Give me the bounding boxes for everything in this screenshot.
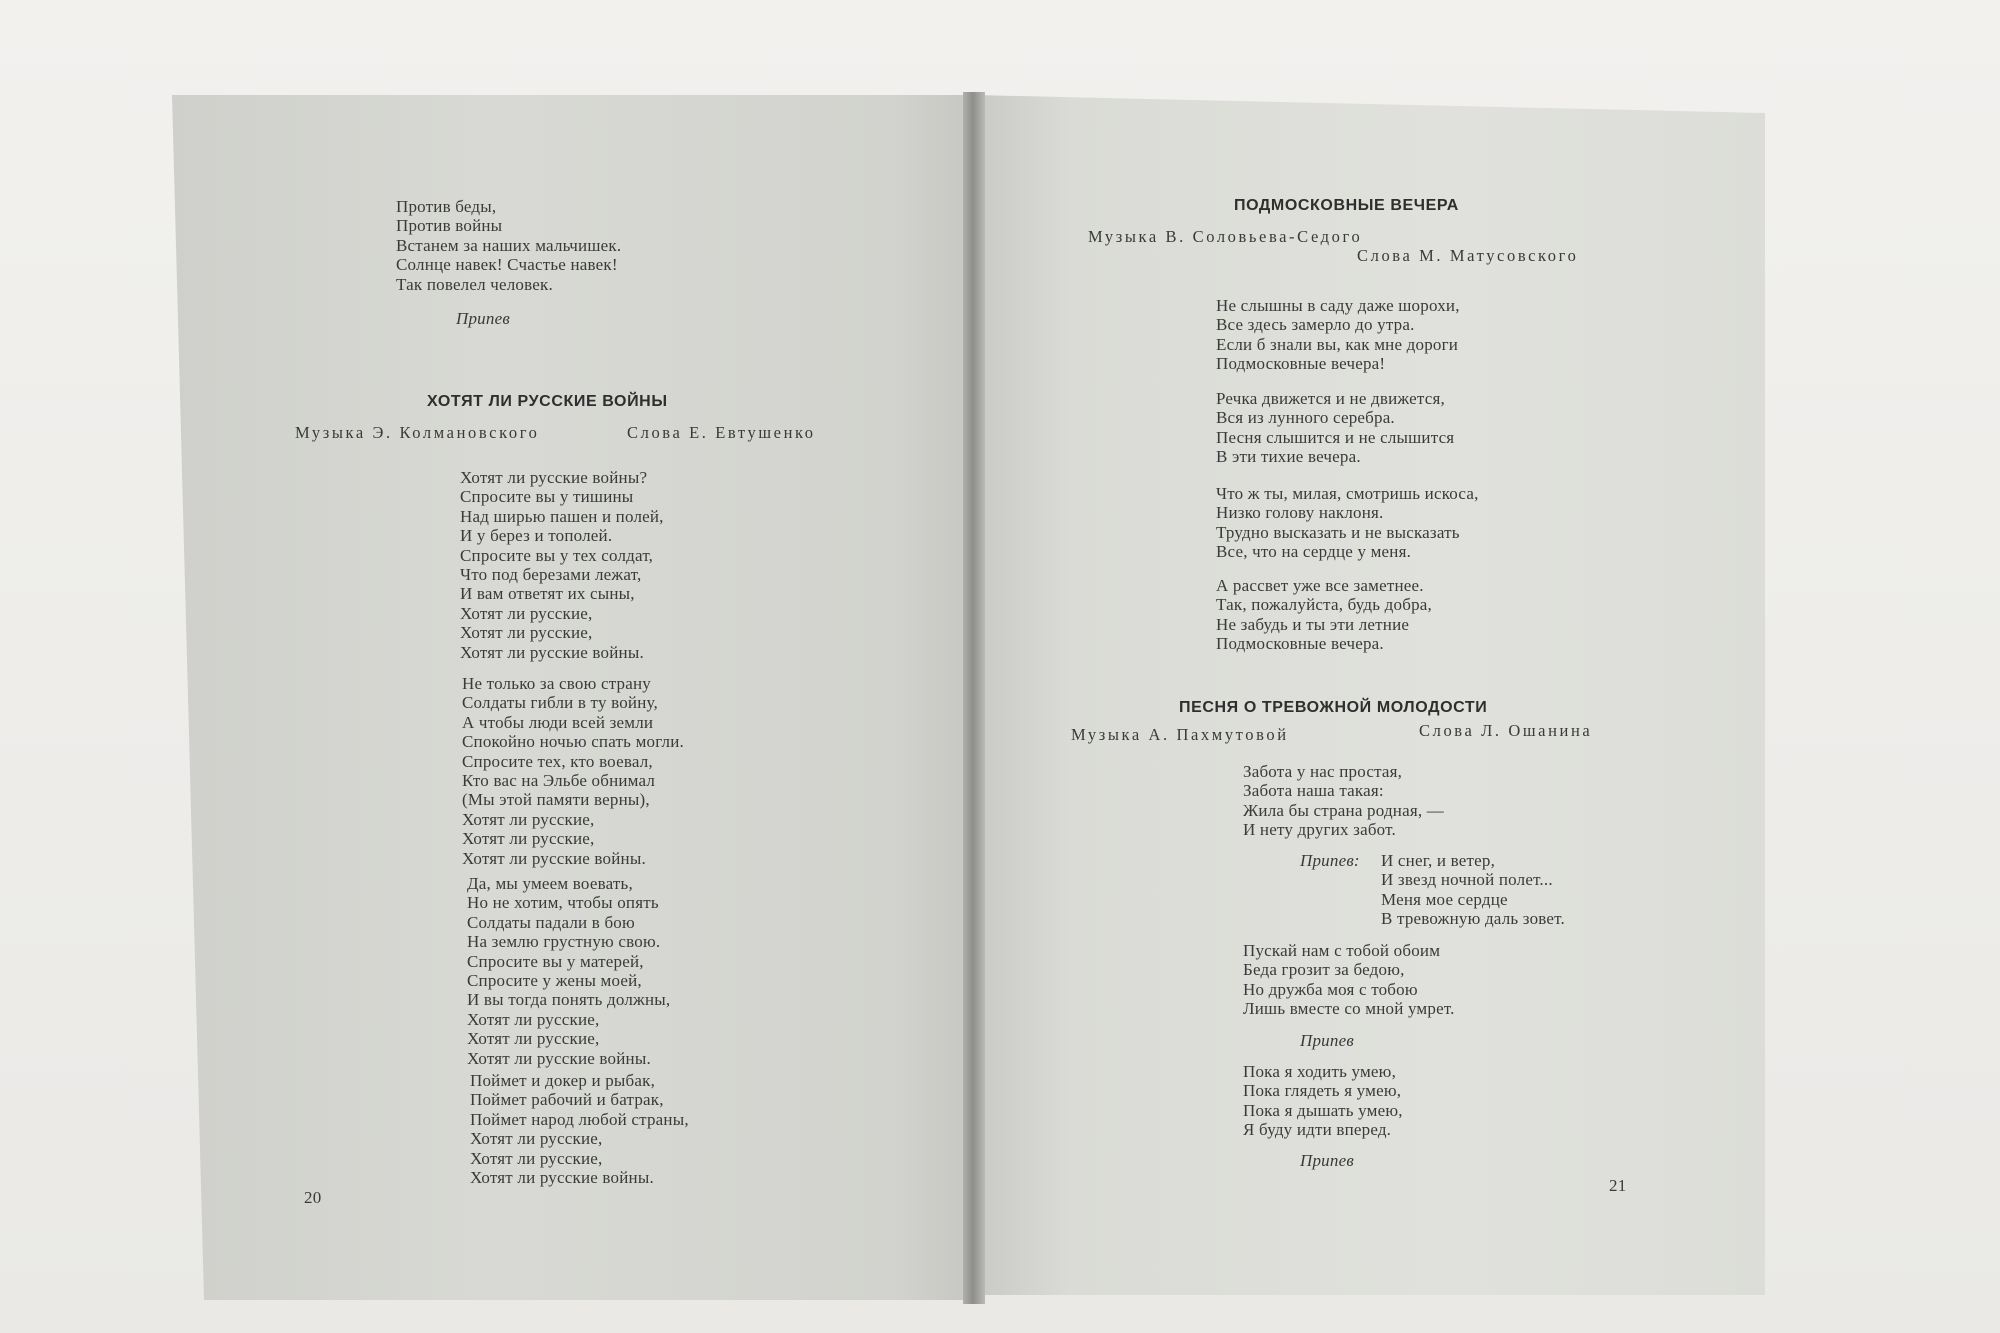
lyric-line: Спросите вы у тишины: [460, 487, 634, 507]
song-stanza: [1216, 484, 1479, 562]
lyric-line: Против беды,: [396, 197, 497, 216]
lyric-line: Против войны: [396, 216, 503, 236]
lyric-line: Речка движется и не движется,: [1216, 389, 1445, 408]
lyric-line: Пока глядеть я умею,: [1243, 1081, 1402, 1101]
music-credit: Музыка В. Соловьева-Седого: [1088, 227, 1363, 246]
song-title: ПОДМОСКОВНЫЕ ВЕЧЕРА: [1234, 197, 1459, 214]
lyric-line: А чтобы люди всей земли: [462, 712, 654, 732]
lyric-line: Не только за свою страну: [462, 674, 651, 693]
lyric-line: Низко голову наклоня.: [1216, 503, 1384, 523]
lyric-line: И звезд ночной полет...: [1381, 870, 1553, 890]
song-stanza: [467, 874, 670, 1068]
lyric-line: Солдаты падали в бою: [467, 912, 635, 932]
page-number: 21: [1609, 1176, 1627, 1195]
song-title: ПЕСНЯ О ТРЕВОЖНОЙ МОЛОДОСТИ: [1179, 699, 1488, 716]
lyric-line: Поймет рабочий и батрак,: [470, 1090, 664, 1110]
lyric-line: В тревожную даль зовет.: [1381, 909, 1565, 929]
lyric-line: Хотят ли русские войны.: [467, 1048, 651, 1068]
lyric-line: Подмосковные вечера.: [1216, 634, 1384, 654]
song-stanza: [1216, 389, 1454, 467]
lyrics-credit: Слова М. Матусовского: [1357, 246, 1579, 265]
song-stanza: [1243, 1062, 1403, 1140]
lyric-line: Не слышны в саду даже шорохи,: [1216, 296, 1460, 315]
lyric-line: Пока я дышать умею,: [1243, 1100, 1403, 1120]
lyric-line: Не забудь и ты эти летние: [1216, 614, 1410, 634]
lyric-line: Лишь вместе со мной умрет.: [1243, 999, 1455, 1019]
lyric-line: Меня мое сердце: [1381, 889, 1508, 909]
lyric-line: Хотят ли русские,: [467, 1029, 600, 1049]
lyrics-credit: Слова Е. Евтушенко: [627, 423, 816, 442]
book-spine: [963, 92, 985, 1304]
lyric-line: Хотят ли русские,: [462, 829, 595, 849]
lyric-line: Спокойно ночью спать могли.: [462, 732, 684, 752]
lyric-line: Над ширью пашен и полей,: [460, 506, 664, 526]
refrain-reference: Припев: [456, 309, 510, 328]
lyric-line: Но не хотим, чтобы опять: [467, 893, 659, 913]
song-stanza: [462, 674, 684, 868]
lyric-line: И снег, и ветер,: [1381, 851, 1496, 870]
song-stanza: [470, 1071, 689, 1187]
lyric-line: И у берез и тополей.: [460, 526, 613, 546]
lyric-line: Хотят ли русские,: [467, 1009, 600, 1029]
lyric-line: На землю грустную свою.: [467, 932, 661, 952]
lyric-line: Да, мы умеем воевать,: [467, 874, 633, 893]
lyric-line: И нету других забот.: [1243, 820, 1396, 840]
lyric-line: Хотят ли русские войны.: [462, 848, 646, 868]
lyric-line: Все здесь замерло до утра.: [1216, 315, 1415, 335]
lyric-line: Трудно высказать и не высказать: [1216, 522, 1460, 542]
lyric-line: Жила бы страна родная, —: [1243, 800, 1444, 820]
page-number: 20: [304, 1188, 322, 1207]
lyric-line: Вся из лунного серебра.: [1216, 408, 1395, 428]
lyric-line: Так повелел человек.: [396, 274, 553, 294]
lyric-line: Забота у нас простая,: [1243, 762, 1403, 781]
lyric-line: Хотят ли русские войны.: [470, 1168, 654, 1188]
lyric-line: Хотят ли русские,: [460, 603, 593, 623]
refrain-label: Припев:: [1300, 851, 1360, 870]
lyric-line: Что ж ты, милая, смотришь искоса,: [1216, 484, 1479, 503]
lyric-line: Хотят ли русские,: [460, 623, 593, 643]
lyric-line: Хотят ли русские,: [470, 1148, 603, 1168]
lyric-line: Кто вас на Эльбе обнимал: [462, 771, 656, 791]
song-stanza: [460, 468, 664, 662]
lyric-line: Хотят ли русские,: [462, 809, 595, 829]
lyric-line: Хотят ли русские войны?: [460, 468, 648, 487]
lyric-line: И вам ответят их сыны,: [460, 584, 635, 604]
lyric-line: Солдаты гибли в ту войну,: [462, 693, 658, 713]
music-credit: Музыка А. Пахмутовой: [1071, 725, 1289, 744]
lyrics-credit: Слова Л. Ошанина: [1419, 721, 1593, 740]
lyric-line: А рассвет уже все заметнее.: [1216, 576, 1424, 595]
song-stanza: [1243, 762, 1444, 840]
music-credit: Музыка Э. Колмановского: [295, 423, 540, 442]
song-stanza: [1216, 576, 1432, 654]
lyric-line: Хотят ли русские,: [470, 1129, 603, 1149]
song-title: ХОТЯТ ЛИ РУССКИЕ ВОЙНЫ: [427, 393, 668, 410]
lyric-line: В эти тихие вечера.: [1216, 447, 1361, 467]
lyric-line: Спросите тех, кто воевал,: [462, 751, 653, 771]
lyric-line: Что под березами лежат,: [460, 565, 642, 585]
lyric-line: Хотят ли русские войны.: [460, 642, 644, 662]
lyric-line: Спросите вы у матерей,: [467, 951, 644, 971]
lyric-line: (Мы этой памяти верны),: [462, 790, 650, 810]
lyric-line: Спросите у жены моей,: [467, 971, 642, 991]
lyric-line: Забота наша такая:: [1243, 781, 1384, 801]
lyric-line: Все, что на сердце у меня.: [1216, 542, 1412, 562]
lyric-line: И вы тогда понять должны,: [467, 990, 671, 1010]
lyric-line: Поймет и докер и рыбак,: [470, 1071, 656, 1090]
intro-stanza: [396, 197, 621, 294]
lyric-line: Спросите вы у тех солдат,: [460, 545, 654, 565]
lyric-line: Встанем за наших мальчишек.: [396, 235, 622, 255]
lyric-line: Если б знали вы, как мне дороги: [1216, 334, 1459, 354]
lyric-line: Поймет народ любой страны,: [470, 1109, 689, 1129]
lyric-line: Я буду идти вперед.: [1243, 1120, 1392, 1140]
song-stanza: [1216, 296, 1460, 374]
lyric-line: Солнце навек! Счастье навек!: [396, 255, 618, 275]
lyric-line: Но дружба моя с тобою: [1243, 979, 1418, 999]
lyric-line: Так, пожалуйста, будь добра,: [1216, 595, 1432, 615]
lyric-line: Беда грозит за бедою,: [1243, 960, 1405, 980]
refrain-stanza: [1381, 851, 1565, 929]
refrain-reference: Припев: [1300, 1151, 1354, 1170]
song-stanza: [1243, 941, 1455, 1019]
refrain-reference: Припев: [1300, 1031, 1354, 1050]
lyric-line: Пока я ходить умею,: [1243, 1062, 1397, 1081]
lyric-line: Подмосковные вечера!: [1216, 354, 1386, 374]
lyric-line: Пускай нам с тобой обоим: [1243, 941, 1441, 960]
lyric-line: Песня слышится и не слышится: [1216, 427, 1455, 447]
